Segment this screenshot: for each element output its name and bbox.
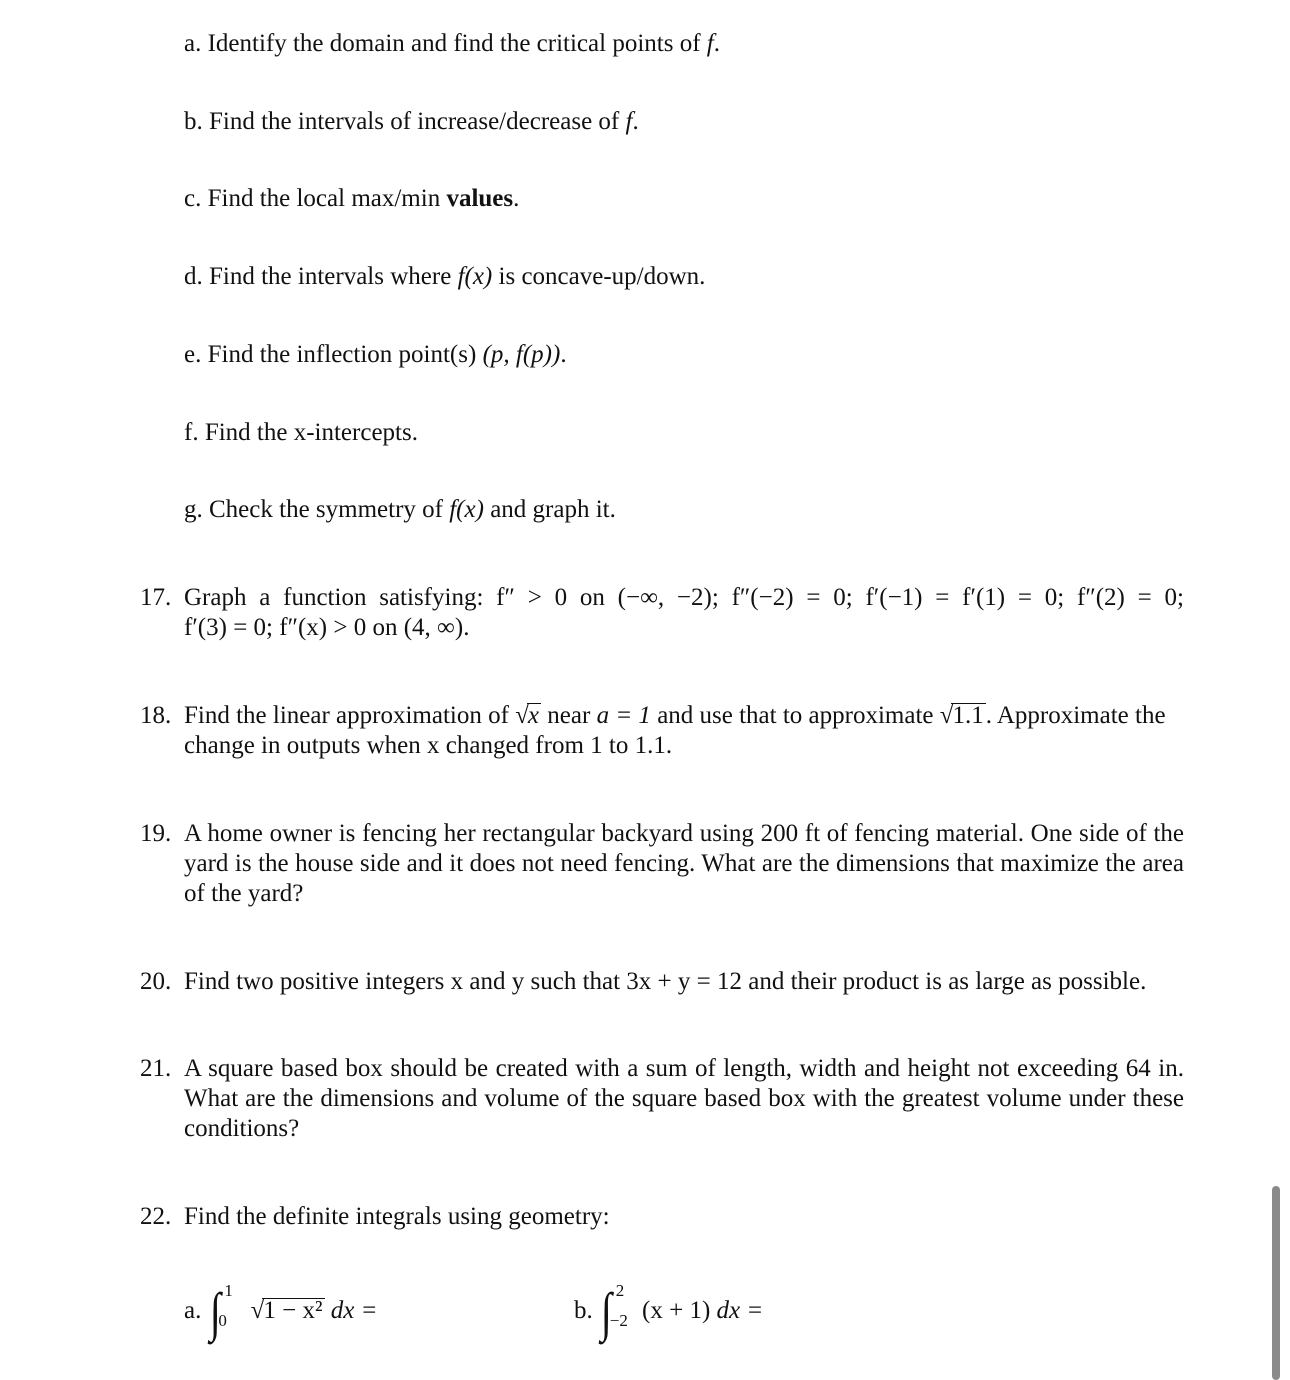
integral-a: a. ∫ 1 0 √1 − x² dx = [184,1281,378,1342]
integral-b [574,1281,764,1342]
subpart-d: d. Find the intervals where f(x) is concave-up/down. [184,263,706,290]
problem-17-text [184,583,1184,643]
problem-19-line-2: yard is the house side and it does not need fencing. What are the dimensions that maximize the area [184,850,1184,877]
subpart-e: e. Find the inflection point(s) (p, f(p)). [184,341,567,368]
problem-18-number: 18. [140,702,172,729]
problem-21-line-1: A square based box should be created with a sum of length, width and height not exceeding 64 in. [184,1055,1184,1082]
subpart-c: c. Find the local max/min values. [184,185,520,212]
problem-21-line-2: What are the dimensions and volume of the square based box with the greatest volume under these [184,1085,1184,1112]
problem-17-line-2: f′(3) = 0; f″(x) > 0 on (4, ∞). [184,614,470,641]
integral-b-integrand: (x + 1) [642,1297,711,1324]
vertical-scrollbar-thumb[interactable] [1272,1186,1280,1380]
subpart-g: g. Check the symmetry of f(x) and graph it. [184,496,616,523]
problem-21-text [184,1054,1184,1144]
problem-18-line-1: Find the linear approximation of √x near a = 1 and use that to approximate √1.1. Approximate the [184,702,1166,729]
integral-a-limits: 1 0 [218,1281,233,1330]
problem-21-line-3: conditions? [184,1115,300,1142]
problem-20-text [184,967,1184,997]
integral-sign-icon: ∫ [600,1282,612,1342]
subpart-f: f. Find the x-intercepts. [184,419,418,446]
subpart-a: a. Identify the domain and find the critical points of f. [184,30,720,57]
problem-19-line-3: of the yard? [184,880,304,907]
problem-20-number: 20. [140,968,172,995]
problem-21-number: 21. [140,1055,172,1082]
integral-a-label: a. [184,1297,202,1324]
problem-18-text [184,701,1184,761]
integral-a-tail: dx = [330,1297,378,1324]
integral-b-tail: dx = [716,1297,764,1324]
problem-20-line-1: Find two positive integers x and y such that 3x + y = 12 and their product is as large as possible. [184,968,1147,995]
problem-17-line-1: Graph a function satisfying: f″ > 0 on (−∞, −2); f″(−2) = 0; f′(−1) = f′(1) = 0; f″(2) = 0; [184,584,1184,611]
problem-19-line-1: A home owner is fencing her rectangular backyard using 200 ft of fencing material. One side of the [184,820,1184,847]
problem-22-number: 22. [140,1203,172,1230]
problem-18-line-2: change in outputs when x changed from 1 to 1.1. [184,732,673,759]
problem-17-number: 17. [140,584,172,611]
integral-sign-icon: ∫ [209,1282,221,1342]
integral-b-limits: 2 −2 [609,1281,628,1330]
problem-19-text [184,819,1184,909]
integral-b-label: b. [574,1297,593,1324]
problem-22-text [184,1202,1184,1232]
problem-22-line-1: Find the definite integrals using geometry: [184,1203,610,1230]
integral-a-integrand: 1 − x² [263,1297,323,1324]
problem-19-number: 19. [140,820,172,847]
subpart-b: b. Find the intervals of increase/decrease of f. [184,108,639,135]
